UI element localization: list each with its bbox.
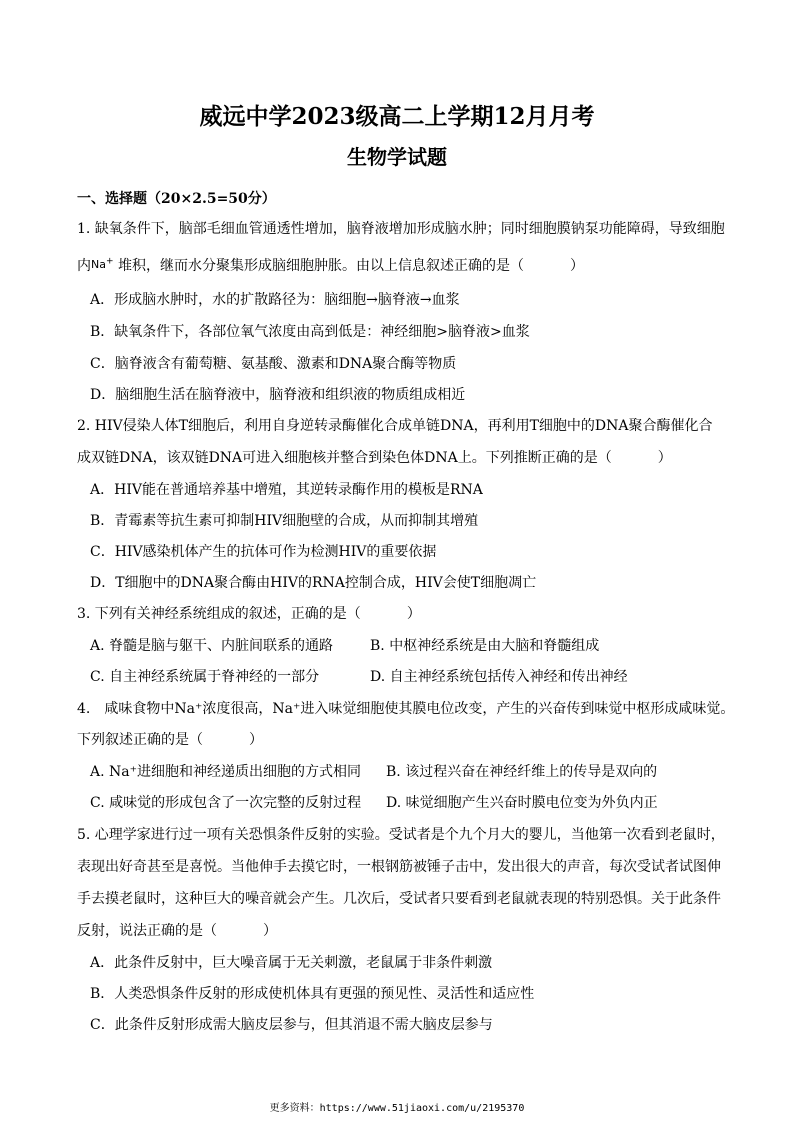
page-title: 威远中学2023级高二上学期12月月考: [199, 103, 595, 130]
question-1-option-c: C．脑脊液含有葡萄糖、氨基酸、激素和DNA聚合酶等物质: [90, 356, 457, 372]
q1-text-post: 堆积，继而水分聚集形成脑细胞肿胀。由以上信息叙述正确的是（: [117, 258, 524, 274]
question-1-option-d: D．脑细胞生活在脑脊液中，脑脊液和组织液的物质组成相近: [90, 387, 466, 403]
question-5-option-c: C．此条件反射形成需大脑皮层参与，但其消退不需大脑皮层参与: [90, 1017, 493, 1033]
q5-text: 反射，说法正确的是（: [77, 923, 217, 939]
question-5-option-b: B．人类恐惧条件反射的形成使机体具有更强的预见性、灵活性和适应性: [90, 986, 535, 1002]
question-2-option-c: C．HIV感染机体产生的抗体可作为检测HIV的重要依据: [90, 544, 437, 560]
question-1-option-b: B．缺氧条件下，各部位氧气浓度由高到低是：神经细胞>脑脊液>血浆: [90, 324, 530, 340]
question-4-stem-line2: [77, 731, 263, 749]
question-5-stem-line2: 表现出好奇甚至是喜悦。当他伸手去摸它时，一根钢筋被锤子击中，发出很大的声音，每次受试者试图伸: [77, 859, 721, 875]
question-3-option-d: D. 自主神经系统包括传入神经和传出神经: [370, 669, 628, 685]
q1-text-pre: 内: [77, 258, 91, 274]
question-2-option-a: A．HIV能在普通培养基中增殖，其逆转录酶作用的模板是RNA: [90, 482, 483, 498]
ion-symbol: Na: [91, 258, 106, 271]
ion-charge: +: [105, 256, 114, 267]
question-3-option-c: C. 自主神经系统属于脊神经的一部分: [90, 669, 320, 685]
answer-paren-close: ）: [569, 258, 584, 274]
question-1-stem-line1: 1. 缺氧条件下，脑部毛细血管通透性增加，脑脊液增加形成脑水肿；同时细胞膜钠泵功能障碍，导致细胞: [77, 221, 725, 237]
q3-text: 3. 下列有关神经系统组成的叙述，正确的是（: [77, 606, 361, 622]
question-4-stem-line1: 4. 咸味食物中Na⁺浓度很高，Na⁺进入味觉细胞使其膜电位改变，产生的兴奋传到味觉中枢形成咸味觉。: [77, 701, 735, 717]
question-3-option-b: B. 中枢神经系统是由大脑和脊髓组成: [370, 638, 600, 654]
q2-text: 成双链DNA，该双链DNA可进入细胞核并整合到染色体DNA上。下列推断正确的是（: [77, 450, 612, 466]
question-5-stem-line4: [77, 922, 277, 940]
footer-link[interactable]: 更多资料：https://www.51jiaoxi.com/u/2195370: [269, 1103, 525, 1114]
section-heading: 一、选择题（20×2.5=50分）: [77, 191, 276, 207]
question-5-stem-line3: 手去摸老鼠时，这种巨大的噪音就会产生。几次后，受试者只要看到老鼠就表现的特别恐惧。关于此条件: [77, 891, 721, 907]
question-2-stem-line1: 2. HIV侵染人体T细胞后，利用自身逆转录酶催化合成单链DNA，再利用T细胞中的DNA聚合酶催化合: [77, 418, 713, 434]
question-2-option-d: D．T细胞中的DNA聚合酶由HIV的RNA控制合成，HIV会使T细胞凋亡: [90, 575, 537, 591]
question-5-stem-line1: 5. 心理学家进行过一项有关恐惧条件反射的实验。受试者是个九个月大的婴儿，当他第一次看到老鼠时，: [77, 827, 725, 843]
question-2-stem-line2: [77, 449, 672, 467]
question-3-option-a: A. 脊髓是脑与躯干、内脏间联系的通路: [90, 638, 334, 654]
question-4-option-c: C. 咸味觉的形成包含了一次完整的反射过程: [90, 795, 362, 811]
page-subtitle: 生物学试题: [347, 145, 447, 169]
sodium-ion: [91, 258, 114, 271]
question-1-option-a: A．形成脑水肿时，水的扩散路径为：脑细胞→脑脊液→血浆: [90, 292, 460, 308]
question-4-option-d: D. 味觉细胞产生兴奋时膜电位变为外负内正: [386, 795, 658, 811]
question-2-option-b: B．青霉素等抗生素可抑制HIV细胞壁的合成，从而抑制其增殖: [90, 513, 479, 529]
question-3-stem: [77, 605, 421, 623]
answer-paren-close: ）: [657, 450, 672, 466]
question-4-option-b: B. 该过程兴奋在神经纤维上的传导是双向的: [386, 764, 658, 780]
q4-text: 下列叙述正确的是（: [77, 732, 203, 748]
question-5-option-a: A．此条件反射中，巨大噪音属于无关刺激，老鼠属于非条件刺激: [90, 955, 493, 971]
answer-paren-close: ）: [406, 606, 421, 622]
question-1-stem-line2: [77, 256, 584, 275]
answer-paren-close: ）: [249, 732, 263, 748]
answer-paren-close: ）: [263, 923, 277, 939]
question-4-option-a: A. Na⁺进细胞和神经递质出细胞的方式相同: [90, 764, 361, 780]
